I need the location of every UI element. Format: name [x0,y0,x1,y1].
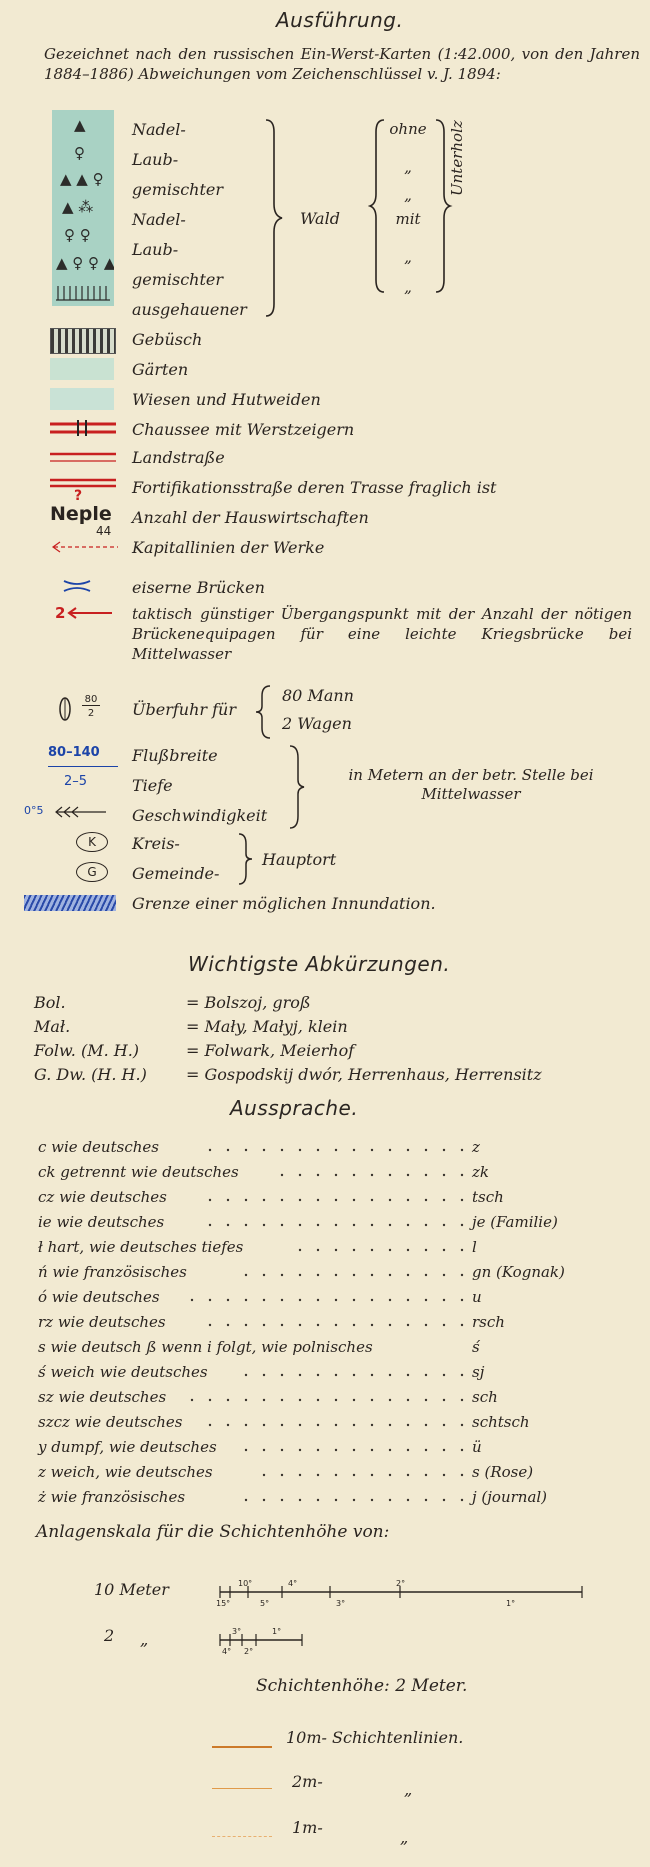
pron-left-12: szcz wie deutsches [38,1413,183,1431]
forest-symbol-column [52,110,114,306]
pron-right-4: je (Familie) [472,1213,558,1231]
slope-scale-10m [216,1578,586,1612]
pron-right-2: zk [472,1163,489,1181]
landstrasse-label: Landstraße [132,448,225,467]
hauptort-row-1: Kreis- [132,834,180,853]
svg-text:4°: 4° [288,1579,298,1588]
landstrasse-symbol [50,448,116,468]
svg-text:4°: 4° [222,1647,232,1656]
fortifikation-label: Fortifikationsstraße deren Trasse fraglich ist [132,478,497,497]
fortifikation-symbol [50,476,116,490]
contour-2m-label: 2m- [292,1772,323,1791]
inundation-symbol [24,895,116,911]
pronunciation-title: Aussprache. [230,1096,359,1120]
abbr-2-meaning: = Mały, Małyj, klein [186,1017,348,1036]
pron-left-5: ł hart, wie deutsches tiefes [38,1238,244,1256]
capital-line-symbol [50,540,120,554]
pron-left-15: ż wie französisches [38,1488,186,1506]
svg-text:5°: 5° [260,1599,270,1608]
svg-text:10°: 10° [238,1579,253,1588]
innundation-label: Grenze einer möglichen Innundation. [132,894,436,913]
abbr-1: Bol. [34,993,66,1012]
abbr-3-meaning: = Folwark, Meierhof [186,1041,355,1060]
pron-right-9: ś [472,1338,480,1356]
pron-right-14: s (Rose) [472,1463,534,1481]
pron-right-1: z [472,1138,480,1156]
contour-10m-label: 10m- Schichtenlinien. [286,1728,464,1747]
mixed-undergrowth-icon: ▲ ♀ ♀ ▲ [56,254,114,272]
neple-symbol-count: 44 [96,524,112,538]
wiesen-label: Wiesen und Hutweiden [132,390,321,409]
ferry-brace [254,684,274,740]
river-depth-symbol: 2–5 [64,774,88,789]
abbr-4-meaning: = Gospodskij dwór, Herrenhaus, Herrensitz [186,1065,542,1084]
svg-text:2°: 2° [244,1647,254,1656]
pron-left-7: ó wie deutsches [38,1288,160,1306]
hauptort-label: Hauptort [262,850,337,869]
undergrowth-5: „ [404,248,412,266]
mixed-tree-icon: ▲ ▲ ♀ [60,170,104,188]
svg-text:2°: 2° [396,1579,406,1588]
pron-left-8: rz wie deutsches [38,1313,166,1331]
kapitallinien-label: Kapitallinien der Werke [132,538,325,557]
conifer-tree-icon: ▲ [74,116,86,134]
undergrowth-2: „ [404,158,412,176]
forest-row-6: gemischter [132,270,224,289]
pron-right-6: gn (Kognak) [472,1263,565,1281]
undergrowth-1: ohne [389,120,427,138]
undergrowth-3: „ [404,186,412,204]
crossing-symbol-number: 2 [55,604,66,622]
ferry-symbol-top: 80 [82,694,100,706]
abbr-2: Mał. [34,1017,71,1036]
forest-row-4: Nadel- [132,210,186,229]
abbr-3: Folw. (M. H.) [34,1041,140,1060]
bruecken-label: eiserne Brücken [132,578,265,597]
fortifikation-question-mark: ? [74,488,83,504]
neple-symbol-name: Neple [50,503,112,525]
svg-text:1°: 1° [506,1599,516,1608]
deciduous-tree-icon: ♀ [74,144,85,162]
shrub-symbol [50,328,116,354]
gaerten-label: Gärten [132,360,189,379]
contour-title: Schichtenhöhe: 2 Meter. [256,1676,468,1696]
pron-right-12: schtsch [472,1413,530,1431]
ferry-symbol-bottom: 2 [87,708,95,719]
forest-row-1: Nadel- [132,120,186,139]
undergrowth-brace [368,118,388,294]
crossing-arrow-icon [66,606,114,620]
pron-right-10: sj [472,1363,485,1381]
river-width-symbol: 80–140 [48,745,100,760]
cut-forest-icon [56,286,110,300]
pron-left-9: s wie deutsch ß wenn i folgt, wie polnisches [38,1338,373,1356]
undergrowth-6: „ [404,278,412,296]
pron-right-13: ü [472,1438,482,1456]
abbr-1-meaning: = Bolszoj, groß [186,993,311,1012]
hauptort-row-2: Gemeinde- [132,864,220,883]
river-brace [286,744,306,830]
hauptort-brace [236,832,254,886]
pron-right-15: j (journal) [472,1488,548,1506]
slope-row-1-label: 10 Meter [94,1580,169,1599]
ferry-icon [58,695,72,723]
forest-row-7: ausgehauener [132,300,247,319]
svg-text:15°: 15° [216,1599,231,1608]
legend-intro: Gezeichnet nach den russischen Ein-Werst-Karten (1:42.000, von den Jahren 1884–1886) Abweichungen vom Zeichenschlüssel v. J. 1894: [44,45,640,83]
forest-row-2: Laub- [132,150,179,169]
pron-left-6: ń wie französisches [38,1263,187,1281]
pron-right-5: l [472,1238,477,1256]
municipal-capital-symbol: G [76,862,108,882]
ferry-option-2: 2 Wagen [282,714,352,733]
pron-right-11: sch [472,1388,498,1406]
abbreviations-title: Wichtigste Abkürzungen. [188,952,451,976]
svg-text:3°: 3° [232,1627,242,1636]
meadow-symbol [50,388,114,410]
pron-left-3: cz wie deutsches [38,1188,167,1206]
contour-2m-ditto: „ [404,1780,413,1799]
forest-row-3: gemischter [132,180,224,199]
contour-1m-ditto: „ [400,1828,409,1847]
pron-left-13: y dumpf, wie deutsches [38,1438,217,1456]
contour-1m-label: 1m- [292,1818,323,1837]
forest-brace [262,118,292,318]
forest-tree-icons [52,110,114,306]
pron-right-3: tsch [472,1188,504,1206]
conifer-undergrowth-icon: ▲ ⁂ [62,198,94,216]
river-speed-symbol: 0°5 [24,804,44,817]
slope-row-2-label: 2 [104,1626,115,1645]
forest-row-5: Laub- [132,240,179,259]
iron-bridge-icon [62,578,92,594]
pronunciation-leader-dots [0,1136,650,1516]
slope-row-2-ditto: „ [140,1630,149,1649]
pron-right-7: u [472,1288,482,1306]
contour-2m-line [212,1788,272,1789]
pron-left-11: sz wie deutsches [38,1388,167,1406]
river-row-3: Geschwindigkeit [132,806,268,825]
river-width-underline [48,766,118,767]
deciduous-undergrowth-icon: ♀ ♀ [64,226,91,244]
pron-left-2: ck getrennt wie deutsches [38,1163,239,1181]
undergrowth-side-label: Unterholz [448,120,466,196]
river-current-arrow-icon [54,806,108,818]
chaussee-label: Chaussee mit Werstzeigern [132,420,355,439]
legend-title: Ausführung. [276,8,404,32]
gebuesch-label: Gebüsch [132,330,203,349]
slope-scale-2m [216,1626,306,1660]
forest-group-label: Wald [300,209,340,228]
ueberfuhr-label: Überfuhr für [132,700,236,719]
pron-left-14: z weich, wie deutsches [38,1463,213,1481]
hauswirtschaften-label: Anzahl der Hauswirtschaften [132,508,369,527]
pron-left-4: ie wie deutsches [38,1213,165,1231]
garden-symbol [50,358,114,380]
svg-text:3°: 3° [336,1599,346,1608]
svg-text:1°: 1° [272,1627,282,1636]
pron-left-1: c wie deutsches [38,1138,159,1156]
ferry-option-1: 80 Mann [282,686,354,705]
pron-right-8: rsch [472,1313,505,1331]
river-note: in Metern an der betr. Stelle bei Mittelwasser [348,766,594,803]
river-row-2: Tiefe [132,776,173,795]
slope-scale-title: Anlagenskala für die Schichtenhöhe von: [36,1522,390,1542]
pron-left-10: ś weich wie deutsches [38,1363,208,1381]
river-row-1: Flußbreite [132,746,218,765]
contour-10m-line [212,1746,272,1748]
abbr-4: G. Dw. (H. H.) [34,1065,147,1084]
chaussee-symbol [50,418,116,440]
uebergang-label: taktisch günstiger Übergangspunkt mit der Anzahl der nötigen Brückenequipagen für eine leichte Kriegsbrücke bei Mittelwasser [132,605,632,663]
district-capital-symbol: K [76,832,108,852]
undergrowth-4: mit [395,210,421,228]
contour-1m-line [212,1836,272,1837]
